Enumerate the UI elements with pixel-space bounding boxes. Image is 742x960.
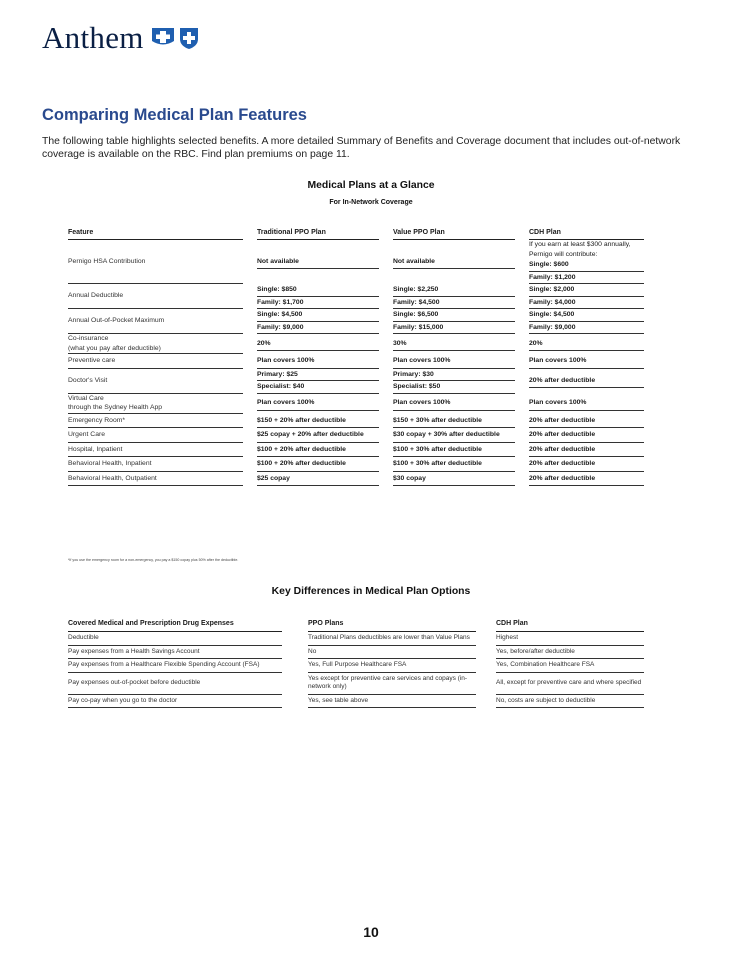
feature-cell [68,309,243,334]
cell-value: 20% after deductible [529,374,644,389]
expense-cell: Deductible [68,632,282,646]
cell-value: Plan covers 100% [529,396,644,411]
cdh-plan-cell [529,284,644,309]
cell-value: $30 copay [393,472,515,487]
cdh-plan-cell [529,472,644,487]
value-plan-cell [393,414,515,429]
feature-cell [68,428,243,443]
feature-label: Annual Out-of-Pocket Maximum [68,317,165,325]
cdh-plan-cell [529,334,644,354]
glance-table-title: Medical Plans at a Glance [307,180,435,191]
feature-cell [68,414,243,429]
trad-plan-cell [257,457,379,472]
feature-label: Emergency Room* [68,416,126,424]
cell-value: 20% after deductible [529,472,644,487]
cdh-plan-cell [529,414,644,429]
table-row [68,443,644,458]
ppo-plans-cell: Yes, see table above [308,695,476,709]
cdh-plan-cell: No, costs are subject to deductible [496,695,644,709]
cell-value: Specialist: $50 [393,381,515,394]
value-plan-cell [393,334,515,354]
trad-plan-cell [257,414,379,429]
value-plan-cell [393,369,515,394]
table-row [68,659,644,673]
cell-value: $150 + 20% after deductible [257,414,379,429]
table-header-row [68,606,644,632]
feature-label: Urgent Care [68,431,106,438]
blue-shield-icon [178,26,200,50]
cell-value: Not available [393,255,515,270]
key-differences-table [68,606,644,708]
trad-plan-cell [257,354,379,369]
cell-value: Single: $850 [257,284,379,297]
feature-cell [68,369,243,394]
trad-plan-cell [257,284,379,309]
feature-label: Behavioral Health, Inpatient [68,460,152,467]
cell-value: 20% after deductible [529,443,644,458]
cell-value: Single: $600 [529,259,644,272]
column-header: Covered Medical and Prescription Drug Expenses [68,606,282,632]
expense-cell: Pay co-pay when you go to the doctor [68,695,282,709]
cell-value: Single: $2,250 [393,284,515,297]
table-row [68,673,644,695]
column-header: PPO Plans [308,606,476,632]
cell-value: Primary: $25 [257,369,379,382]
table-row [68,695,644,709]
feature-label: Hospital, Inpatient [68,445,123,453]
table-row [68,334,644,354]
cdh-plan-cell [529,354,644,369]
key-differences-title: Key Differences in Medical Plan Options [271,586,471,597]
page-title: Comparing Medical Plan Features [42,106,307,124]
expense-cell: Pay expenses from a Healthcare Flexible Spending Account (FSA) [68,659,282,673]
trad-plan-cell [257,240,379,284]
cell-value: 20% after deductible [529,414,644,429]
trad-plan-cell [257,394,379,414]
table-row [68,369,644,394]
table-row [68,472,644,487]
value-plan-cell [393,472,515,487]
intro-text: The following table highlights selected benefits. A more detailed Summary of Benefits and Coverage document that includes out-of-network coverage is available on the RBC. Find plan premiums on page 11. [42,136,681,160]
table-row [68,632,644,646]
cell-value: Single: $6,500 [393,309,515,322]
table-row [68,309,644,334]
cell-note: If you earn at least $300 annually, Pernigo will contribute: [529,241,631,258]
cell-value: Single: $2,000 [529,284,644,297]
cell-value: Specialist: $40 [257,381,379,394]
cell-value: Family: $4,000 [529,297,644,310]
table-row [68,284,644,309]
cell-value: $100 + 20% after deductible [257,457,379,472]
table-row [68,354,644,369]
cell-value: Plan covers 100% [257,396,379,411]
cell-value: Plan covers 100% [529,354,644,369]
column-header: Traditional PPO Plan [257,220,379,240]
cell-value: Family: $1,200 [529,272,644,285]
value-plan-cell [393,240,515,284]
feature-label: Doctor's Visit [68,376,108,384]
table-row [68,414,644,429]
cell-value: $100 + 20% after deductible [257,443,379,458]
footnote: *If you use the emergency room for a non-emergency, you pay a $150 copay plus 50% after the deductible. [68,558,239,562]
feature-cell [68,457,243,472]
table-row [68,394,644,414]
feature-cell [68,394,243,414]
value-plan-cell [393,284,515,309]
column-header: CDH Plan [529,220,644,240]
value-plan-cell [393,428,515,443]
column-header: CDH Plan [496,606,644,632]
cell-value: Single: $4,500 [529,309,644,322]
expense-cell: Pay expenses from a Health Savings Account [68,646,282,660]
ppo-plans-cell: Yes except for preventive care services and copays (in-network only) [308,673,476,695]
column-header: Value PPO Plan [393,220,515,240]
cdh-plan-cell [529,309,644,334]
cell-value: Family: $9,000 [529,322,644,335]
expense-cell: Pay expenses out-of-pocket before deductible [68,673,282,695]
cdh-plan-cell [529,394,644,414]
trad-plan-cell [257,334,379,354]
cdh-plan-cell: All, except for preventive care and where specified [496,673,644,695]
trad-plan-cell [257,443,379,458]
cdh-plan-cell: Yes, before/after deductible [496,646,644,660]
cell-value: $25 copay + 20% after deductible [257,428,379,443]
cell-value: 20% [257,337,379,352]
cell-value: 20% [529,337,644,352]
ppo-plans-cell: Traditional Plans deductibles are lower than Value Plans [308,632,476,646]
cell-value: Plan covers 100% [393,396,515,411]
brand-name: Anthem [42,20,144,55]
feature-label: Virtual Care [68,394,104,402]
cell-value: 30% [393,337,515,352]
cdh-plan-cell [529,428,644,443]
trad-plan-cell [257,428,379,443]
cell-value: Family: $4,500 [393,297,515,310]
feature-label: (what you pay after deductible) [68,344,161,352]
table-row [68,646,644,660]
column-header: Feature [68,220,243,240]
ppo-plans-cell: No [308,646,476,660]
trad-plan-cell [257,369,379,394]
cell-value: $25 copay [257,472,379,487]
cdh-plan-cell [529,240,644,284]
value-plan-cell [393,309,515,334]
feature-label: Co-insurance [68,335,109,342]
table-row [68,457,644,472]
cell-value: Family: $15,000 [393,322,515,335]
table-header-row [68,220,644,240]
cdh-plan-cell [529,443,644,458]
feature-cell [68,443,243,458]
trad-plan-cell [257,472,379,487]
feature-cell [68,354,243,369]
cell-value: Family: $9,000 [257,322,379,335]
cell-value: 20% after deductible [529,428,644,443]
cdh-plan-cell [529,369,644,394]
table-row [68,428,644,443]
value-plan-cell [393,354,515,369]
cdh-plan-cell: Highest [496,632,644,646]
cell-value: $100 + 30% after deductible [393,457,515,472]
feature-cell [68,472,243,487]
feature-label: Pernigo HSA Contribution [68,257,146,265]
blue-cross-icon [150,26,176,48]
cell-value: $30 copay + 30% after deductible [393,428,515,443]
table-row [68,240,644,284]
cell-value: Plan covers 100% [257,354,379,369]
cell-value: $150 + 30% after deductible [393,414,515,429]
cdh-plan-cell [529,457,644,472]
plans-at-a-glance-table [68,220,644,486]
feature-label: through the Sydney Health App [68,404,163,411]
value-plan-cell [393,457,515,472]
cell-value: Family: $1,700 [257,297,379,310]
feature-label: Annual Deductible [68,292,124,300]
trad-plan-cell [257,309,379,334]
cell-value: $100 + 30% after deductible [393,443,515,458]
cell-value: 20% after deductible [529,457,644,472]
cell-value: Single: $4,500 [257,309,379,322]
glance-table-subtitle: For In-Network Coverage [329,199,413,206]
feature-label: Preventive care [68,357,116,364]
anthem-logo [42,20,200,56]
value-plan-cell [393,443,515,458]
feature-label: Behavioral Health, Outpatient [68,474,157,482]
page-number: 10 [363,924,379,940]
cell-value: Not available [257,255,379,270]
cell-value: Primary: $30 [393,369,515,382]
feature-cell [68,240,243,284]
ppo-plans-cell: Yes, Full Purpose Healthcare FSA [308,659,476,673]
value-plan-cell [393,394,515,414]
cdh-plan-cell: Yes, Combination Healthcare FSA [496,659,644,673]
cell-value: Plan covers 100% [393,354,515,369]
feature-cell [68,284,243,309]
feature-cell [68,334,243,354]
